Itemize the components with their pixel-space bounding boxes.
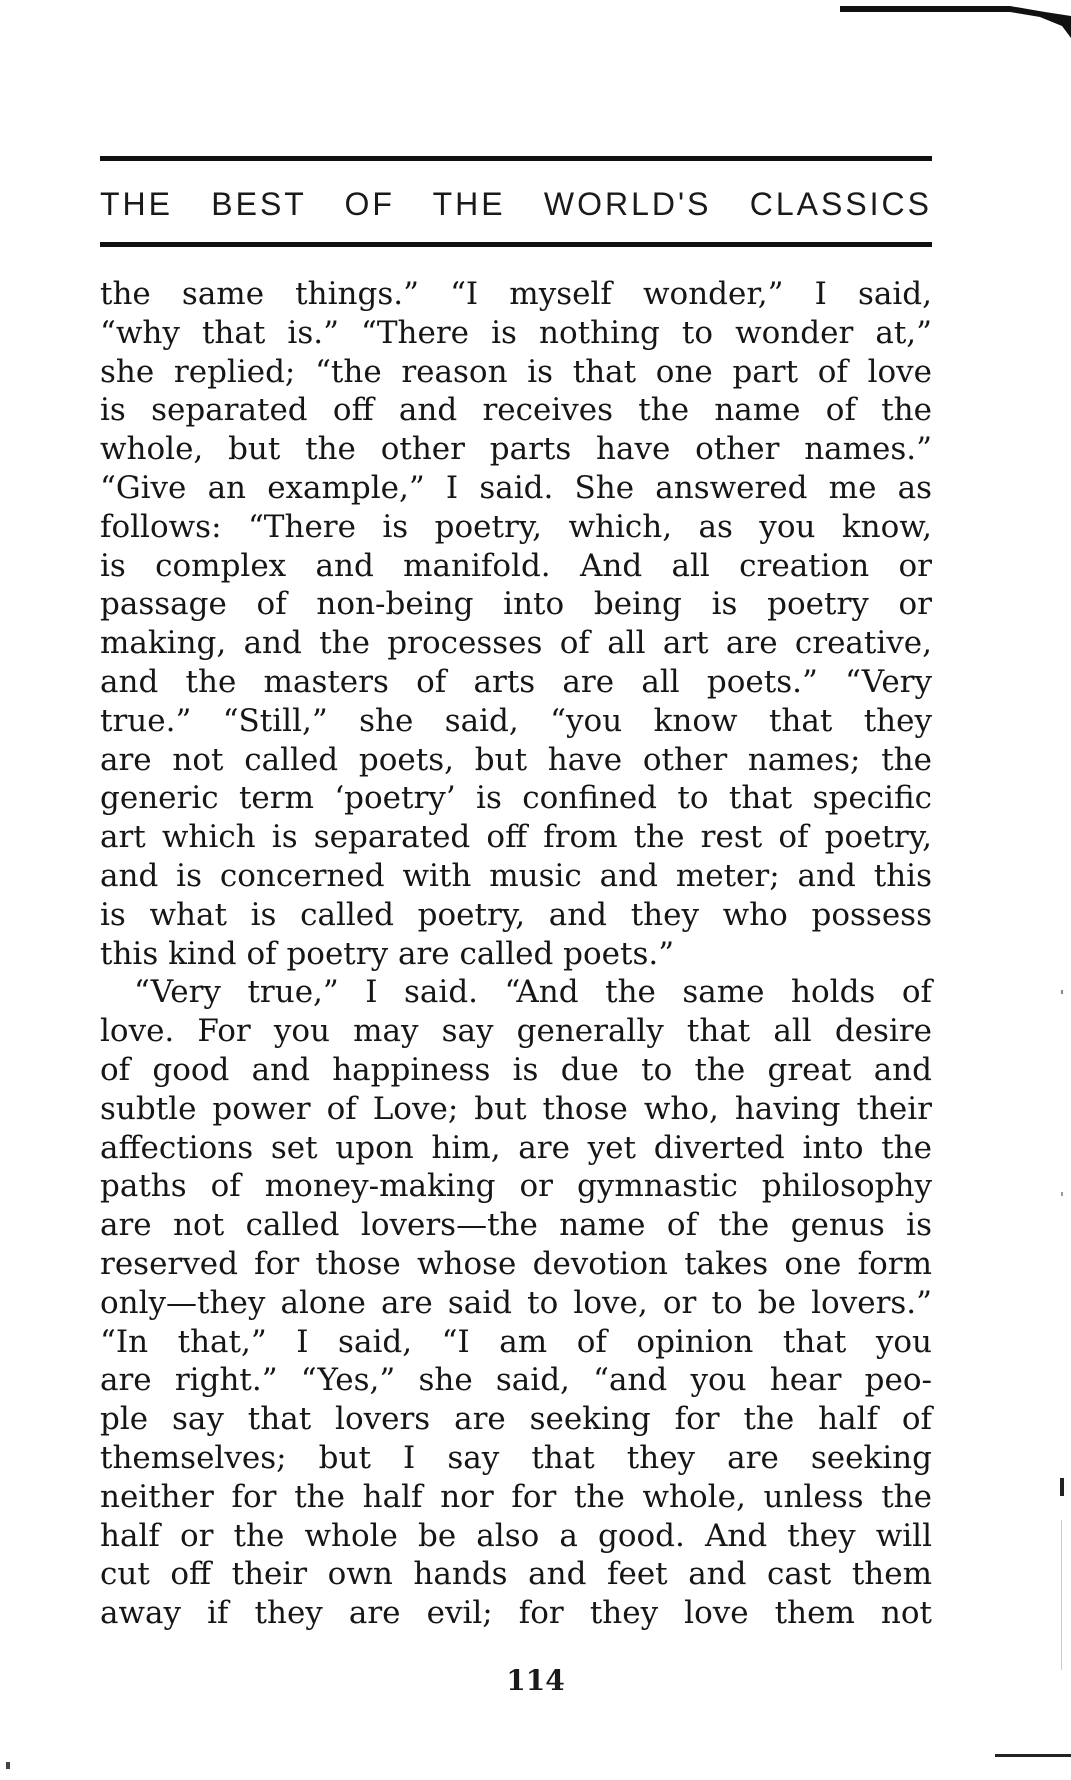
text-line: art which is separated off from the rest of poetry, <box>100 819 932 856</box>
header-rule-bottom <box>100 242 932 247</box>
text-line: “why that is.” “There is nothing to wonder at,” <box>100 314 932 351</box>
text-line: whole, but the other parts have other names.” <box>100 431 932 468</box>
text-line: the same things.” “I myself wonder,” I said, <box>100 276 932 312</box>
text-line: are not called poets, but have other names; the <box>100 741 932 778</box>
text-line: affections set upon him, are yet diverted into the <box>100 1129 932 1166</box>
text-line: “Give an example,” I said. She answered me as <box>100 469 932 506</box>
margin-scan-specks <box>1045 980 1071 1680</box>
text-line: half or the whole be also a good. And they will <box>100 1517 932 1554</box>
text-line: reserved for those whose devotion takes one form <box>100 1245 932 1282</box>
text-line: is complex and manifold. And all creation or <box>100 547 932 584</box>
text-line: this kind of poetry are called poets.” <box>100 935 675 972</box>
scan-edge-rule <box>995 1754 1071 1757</box>
text-line: and the masters of arts are all poets.” “Very <box>100 663 932 700</box>
running-head: THE BEST OF THE WORLD'S CLASSICS <box>100 186 932 222</box>
text-line: are right.” “Yes,” she said, “and you hear peo- <box>100 1362 932 1399</box>
text-line: “In that,” I said, “I am of opinion that you <box>100 1323 932 1360</box>
text-line: true.” “Still,” she said, “you know that they <box>100 702 932 739</box>
text-line: and is concerned with music and meter; and this <box>100 857 932 894</box>
corner-scan-mark <box>840 0 1071 40</box>
text-line: she replied; “the reason is that one part of love <box>100 353 932 390</box>
text-line: of good and happiness is due to the great and <box>100 1051 932 1088</box>
text-line: ple say that lovers are seeking for the half of <box>100 1401 932 1438</box>
text-line: neither for the half nor for the whole, unless the <box>100 1478 932 1515</box>
text-line: making, and the processes of all art are creative, <box>100 625 932 662</box>
paragraph-2 <box>100 973 932 1633</box>
text-line: subtle power of Love; but those who, having their <box>100 1090 932 1127</box>
text-line: is what is called poetry, and they who possess <box>100 896 932 933</box>
text-line: only—they alone are said to love, or to be lovers.” <box>100 1284 932 1321</box>
page-number: 114 <box>506 1664 565 1697</box>
text-line: follows: “There is poetry, which, as you know, <box>100 508 932 545</box>
paragraph-1 <box>100 275 932 973</box>
text-line: cut off their own hands and feet and cast them <box>100 1556 932 1593</box>
scan-speck <box>4 1760 14 1772</box>
text-line: are not called lovers—the name of the genus is <box>100 1207 932 1244</box>
header-rule-top <box>100 156 932 161</box>
page-body <box>100 275 932 1633</box>
text-line: love. For you may say generally that all desire <box>100 1013 932 1050</box>
text-line: paths of money-making or gymnastic philosophy <box>100 1168 932 1205</box>
text-line: is separated off and receives the name of the <box>100 392 932 429</box>
text-line: “Very true,” I said. “And the same holds of <box>134 974 932 1011</box>
text-line: passage of non-being into being is poetry or <box>100 586 932 623</box>
text-line: themselves; but I say that they are seeking <box>100 1439 932 1476</box>
text-line: away if they are evil; for they love them not <box>100 1595 932 1632</box>
text-line: generic term ‘poetry’ is confined to that specific <box>100 780 932 817</box>
